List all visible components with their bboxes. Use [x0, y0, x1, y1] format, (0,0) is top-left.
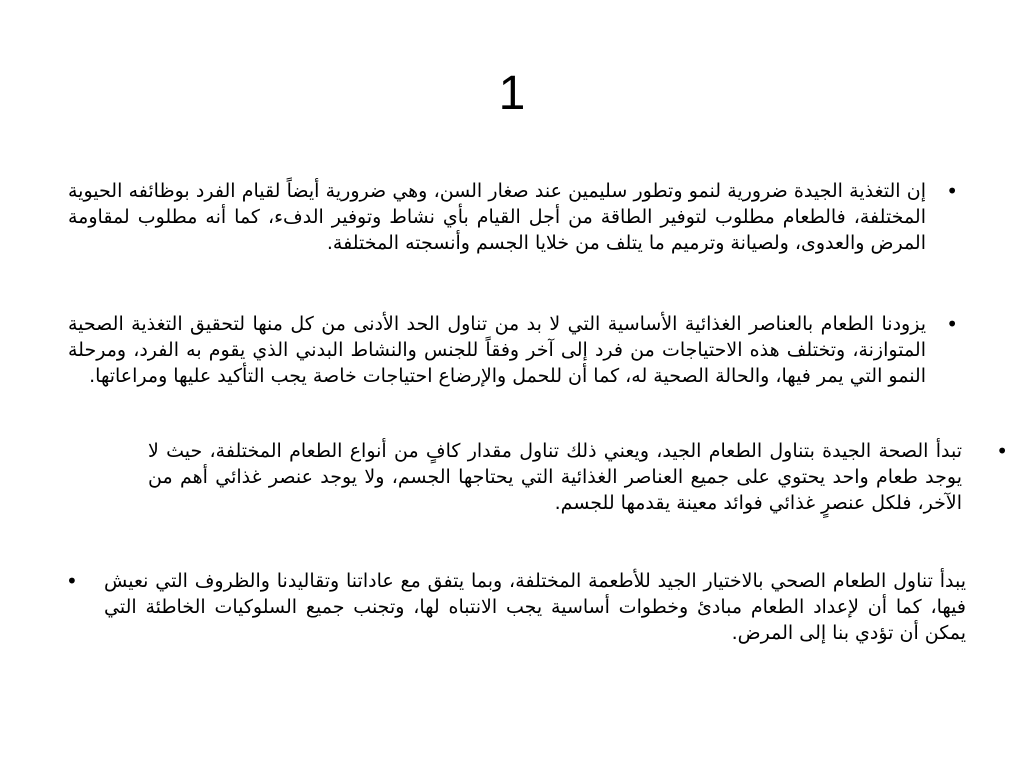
bullet-list-2 — [68, 311, 958, 395]
bullet-dot-icon: • — [66, 569, 78, 593]
bullet-dot-icon: • — [946, 179, 958, 203]
bullet-list-4 — [66, 568, 966, 652]
bullet-item — [66, 568, 966, 646]
bullet-text: تبدأ الصحة الجيدة بتناول الطعام الجيد، ويعني ذلك تناول مقدار كافٍ من أنواع الطعام المختلفة، حيث لا يوجد طعام واحد يحتوي على جميع العناصر الغذائية التي يحتاجها الجسم، ولا يوجد عنصر غذائي أهم من الآخر، فلكل عنصرٍ غذائي فوائد معينة يقدمها للجسم. — [148, 440, 962, 514]
bullet-list-3 — [148, 438, 1008, 522]
bullet-list-1 — [68, 178, 958, 262]
slide-title: 1 — [498, 67, 526, 120]
bullet-item — [68, 178, 958, 256]
bullet-text: إن التغذية الجيدة ضرورية لنمو وتطور سليمين عند صغار السن، وهي ضرورية أيضاً لقيام الفرد بوظائفه الحيوية المختلفة، فالطعام مطلوب لتوفير الطاقة من أجل القيام بأي نشاط وتوفير الدفء، كما أنه مطلوب لمقاومة المرض والعدوى، ولصيانة وترميم ما يتلف من خلايا الجسم وأنسجته المختلفة. — [68, 180, 926, 254]
bullet-text: يبدأ تناول الطعام الصحي بالاختيار الجيد للأطعمة المختلفة، وبما يتفق مع عاداتنا وتقاليدنا والظروف التي نعيش فيها، كما أن لإعداد الطعام مبادئ وخطوات أساسية يجب الانتباه لها، وتجنب جميع السلوكيات الخاطئة التي يمكن أن تؤدي بنا إلى المرض. — [104, 570, 966, 644]
bullet-item — [148, 438, 1008, 516]
bullet-item — [68, 311, 958, 389]
bullet-dot-icon: • — [996, 439, 1008, 463]
bullet-dot-icon: • — [946, 312, 958, 336]
bullet-text: يزودنا الطعام بالعناصر الغذائية الأساسية التي لا بد من تناول الحد الأدنى من كل منها لتحقيق التغذية الصحية المتوازنة، وتختلف هذه الاحتياجات من فرد إلى آخر وفقاً للجنس والنشاط البدني الذي يقوم به الفرد، ومرحلة النمو التي يمر فيها، والحالة الصحية له، كما أن للحمل والإرضاع احتياجات خاصة يجب التأكيد عليها ومراعاتها. — [68, 313, 926, 387]
